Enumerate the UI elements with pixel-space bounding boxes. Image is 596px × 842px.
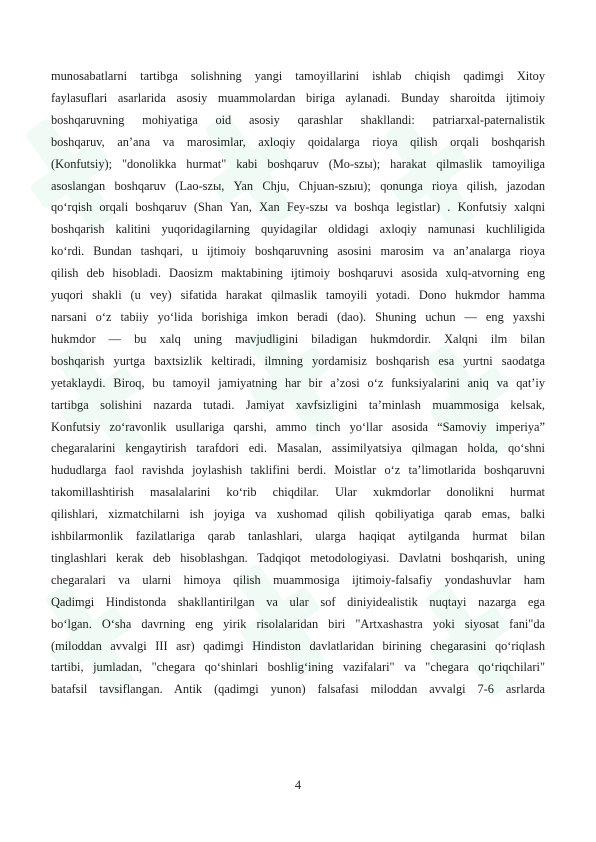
text-line: asoslangan boshqaruv (Lao-szы, Yan Chju, Chjuan-szыu); qonunga rioya qilish, jazodan (51, 178, 545, 193)
text-line: tartibi, jumladan, "chegara qo‘shinlari boshlig‘ining vazifalari" va "chegara qo‘riqchilari" (51, 660, 545, 675)
text-line: tinglashlari kerak deb hisoblashgan. Tadqiqot metodologiyasi. Davlatni boshqarish, uning (51, 550, 545, 565)
text-line: faylasuflari asarlarida asosiy muammolardan biriga aylanadi. Bunday sharoitda ijtimoiy (51, 90, 545, 105)
text-line: batafsil tavsiflangan. Antik (qadimgi yunon) falsafasi miloddan avvalgi 7-6 asrlarda (51, 682, 545, 697)
text-line: (miloddan avvalgi III asr) qadimgi Hindiston davlatlaridan birining chegarasini qo‘riqlash (51, 638, 545, 653)
body-text (51, 66, 545, 701)
text-line: boshqaruv, an’ana va marosimlar, axloqiy qoidalarga rioya qilish orqali boshqarish (51, 134, 545, 149)
text-line: qilishlari, xizmatchilarni ish joyiga va xushomad qilish qobiliyatiga qarab emas, balki (51, 507, 545, 522)
text-line: yetaklaydi. Biroq, bu tamoyil jamiyatning har bir a’zosi o‘z funksiyalarini aniq va qat’iy (51, 375, 545, 390)
text-line: chegaralarini kengaytirish tarafdori edi. Masalan, assimilyatsiya qilmagan holda, qo‘shni (51, 441, 545, 456)
text-line: boshqaruvning mohiyatiga oid asosiy qarashlar shakllandi: patriarxal-paternalistik (51, 112, 545, 127)
text-line: Konfutsiy zo‘ravonlik usullariga qarshi, ammo tinch yo‘llar asosida “Samoviy imperiya” (51, 419, 545, 434)
text-line: boshqarish kalitini yuqoridagilarning quyidagilar oldidagi axloqiy namunasi kuchliligida (51, 222, 545, 237)
text-line: qo‘rqish orqali boshqaruv (Shan Yan, Xan Fey-szы va boshqa legistlar) . Konfutsiy xalqni (51, 200, 545, 215)
text-line: qilish deb hisobladi. Daosizm maktabining ijtimoiy boshqaruvi asosida xulq-atvorning eng (51, 266, 545, 281)
text-line: (Konfutsiy); "donolikka hurmat" kabi boshqaruv (Mo-szы); harakat qilmaslik tamoyiliga (51, 156, 545, 171)
page-number: 4 (294, 778, 302, 792)
text-line: munosabatlarni tartibga solishning yangi tamoyillarini ishlab chiqish qadimgi Xitoy (51, 69, 545, 83)
text-line: bo‘lgan. O‘sha davrning eng yirik risolalaridan biri "Artxashastra yoki siyosat fani"da (51, 616, 545, 631)
text-line: hukmdor — bu xalq uning mavjudligini biladigan hukmdordir. Xalqni ilm bilan (51, 331, 545, 346)
text-line: ko‘rdi. Bundan tashqari, u ijtimoiy boshqaruvning asosini marosim va an’analarga rioya (51, 244, 545, 259)
text-line: hududlarga faol ravishda joylashish taklifini berdi. Moistlar o‘z ta’limotlarida boshqaruvni (51, 463, 545, 478)
text-line: boshqarish yurtga baxtsizlik keltiradi, ilmning yordamisiz boshqarish esa yurtni saodatga (51, 353, 545, 368)
text-line: chegaralari va ularni himoya qilish muammosiga ijtimoiy-falsafiy yondashuvlar ham (51, 572, 545, 587)
text-line: tartibga solishini nazarda tutadi. Jamiyat xavfsizligini ta’minlash muammosiga kelsak, (51, 397, 545, 412)
text-line: ishbilarmonlik fazilatlariga qarab tanlashlari, ularga haqiqat aytilganda hurmat bilan (51, 529, 545, 544)
text-line: narsani o‘z tabiiy yo‘lida borishiga imkon beradi (dao). Shuning uchun — eng yaxshi (51, 309, 545, 324)
text-line: yuqori shakli (u vey) sifatida harakat qilmaslik tamoyili yotadi. Dono hukmdor hamma (51, 288, 545, 303)
text-line: Qadimgi Hindistonda shakllantirilgan va ular sof diniyidealistik nuqtayi nazarga ega (51, 594, 545, 609)
text-line: takomillashtirish masalalarini ko‘rib chiqdilar. Ular xukmdorlar donolikni hurmat (51, 485, 545, 500)
